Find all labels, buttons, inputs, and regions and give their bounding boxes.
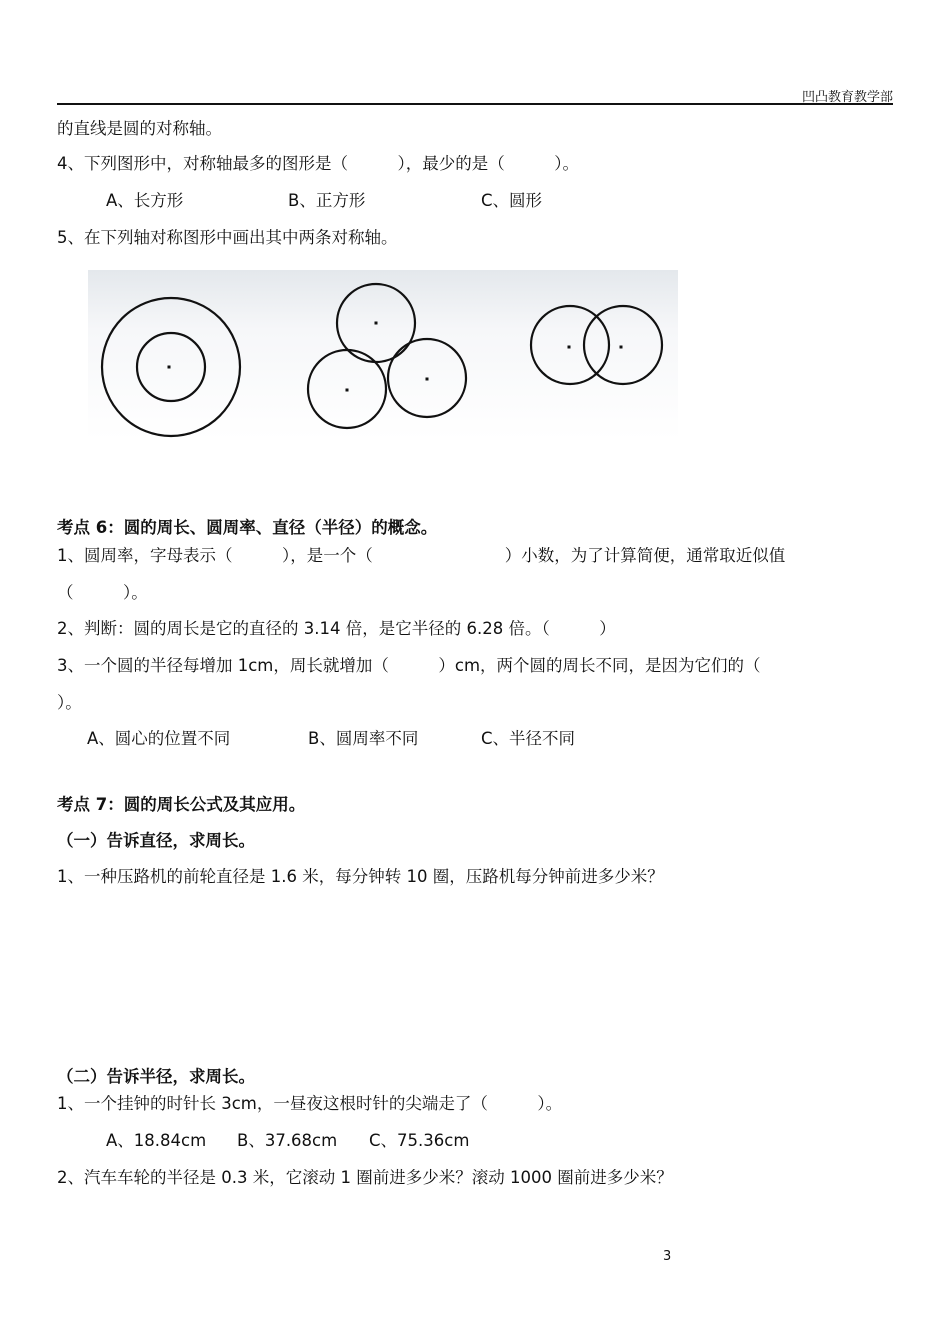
symmetric-figures-image (88, 270, 678, 440)
s6-question-2: 2、判断：圆的周长是它的直径的 3.14 倍，是它半径的 6.28 倍。（ ） (57, 619, 616, 638)
s7-sub2-q1-option-a: A、18.84cm (106, 1131, 207, 1150)
q4-option-b: B、正方形 (288, 191, 366, 210)
s7-sub1-question-1: 1、一种压路机的前轮直径是 1.6 米，每分钟转 10 圈，压路机每分钟前进多少米？ (57, 867, 664, 886)
page-number: 3 (663, 1249, 672, 1264)
s7-subsection-2: （二）告诉半径，求周长。 (57, 1067, 255, 1086)
s6-question-3-cont: ）。 (57, 693, 82, 712)
s7-sub2-q1-option-c: C、75.36cm (369, 1131, 470, 1150)
s6-q3-option-b: B、圆周率不同 (308, 729, 419, 748)
q4-option-a: A、长方形 (106, 191, 184, 210)
header-org: 凹凸教育教学部 (801, 90, 893, 105)
question-4: 4、下列图形中，对称轴最多的图形是（ ），最少的是（ ）。 (57, 154, 579, 173)
line-axis-of-symmetry: 的直线是圆的对称轴。 (57, 119, 222, 138)
s7-sub2-question-2: 2、汽车车轮的半径是 0.3 米，它滚动 1 圈前进多少米？滚动 1000 圈前进多少米？ (57, 1168, 673, 1187)
section-6-title: 考点 6：圆的周长、圆周率、直径（半径）的概念。 (57, 518, 438, 537)
s6-q3-option-c: C、半径不同 (481, 729, 576, 748)
section-7-title: 考点 7：圆的周长公式及其应用。 (57, 795, 306, 814)
q4-option-c: C、圆形 (481, 191, 543, 210)
s7-sub2-q1-option-b: B、37.68cm (237, 1131, 338, 1150)
question-5: 5、在下列轴对称图形中画出其中两条对称轴。 (57, 228, 398, 247)
s6-question-3: 3、一个圆的半径每增加 1cm，周长就增加（ ）cm，两个圆的周长不同，是因为它们的（ (57, 656, 761, 675)
s7-subsection-1: （一）告诉直径，求周长。 (57, 831, 255, 850)
s6-question-1-cont: （ ）。 (57, 583, 148, 602)
header-rule (57, 103, 893, 105)
s6-question-1: 1、圆周率，字母表示（ ），是一个（ ）小数，为了计算简便，通常取近似值 (57, 546, 786, 565)
s7-sub2-question-1: 1、一个挂钟的时针长 3cm，一昼夜这根时针的尖端走了（ ）。 (57, 1094, 563, 1113)
s6-q3-option-a: A、圆心的位置不同 (87, 729, 231, 748)
